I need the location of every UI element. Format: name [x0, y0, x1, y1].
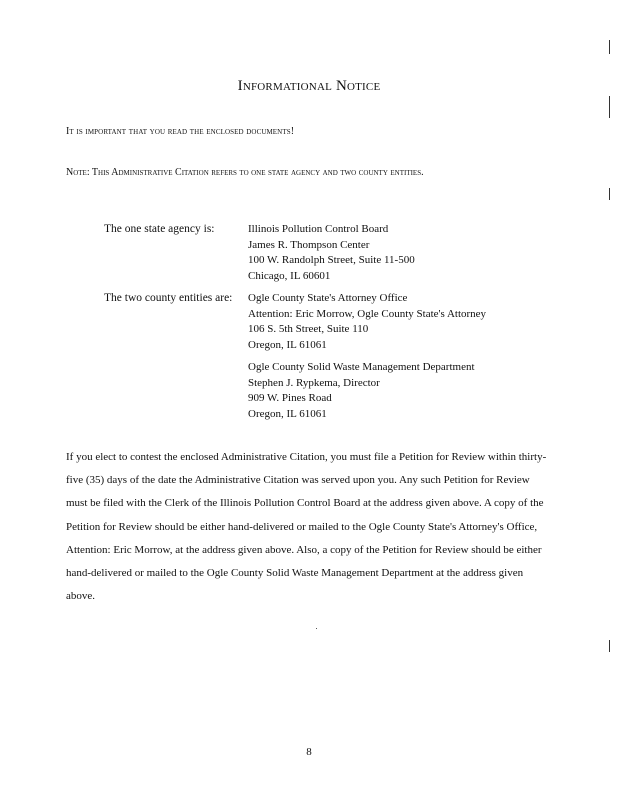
address-line: James R. Thompson Center	[248, 238, 370, 251]
address-line: Ogle County State's Attorney Office	[248, 292, 408, 304]
address-line: Oregon, IL 61061	[248, 338, 327, 351]
scan-edge-mark	[609, 96, 610, 118]
address-line: Oregon, IL 61061	[248, 407, 327, 420]
page-title: Informational Notice	[237, 78, 381, 94]
address-line: Ogle County Solid Waste Management Department	[248, 361, 475, 373]
county-entity-1-address	[248, 291, 486, 353]
state-agency-label: The one state agency is:	[104, 223, 215, 235]
state-agency-address	[248, 222, 415, 284]
page-number: 8	[306, 746, 312, 758]
county-entity-2-address	[248, 360, 475, 422]
scan-speck	[316, 628, 317, 629]
address-line: 106 S. 5th Street, Suite 110	[248, 323, 369, 335]
instructions-paragraph: If you elect to contest the enclosed Administrative Citation, you must file a Petition for Review within thirty-five (35) days of the date the Administrative Citation was served upon you. Any such Petition for Review must be filed with the Clerk of the Illinois Pollution Control Board at the address given above. A copy of the Petition for Review should be either hand-delivered or mailed to the Ogle County State's Attorney's Office, Attention: Eric Morrow, at the address given above. Also, a copy of the Petition for Review should be either hand-delivered or mailed to the Ogle County Solid Waste Management Department at the address given above.	[66, 451, 547, 603]
important-notice: It is important that you read the enclosed documents!	[66, 126, 295, 137]
address-line: 100 W. Randolph Street, Suite 11-500	[248, 254, 415, 266]
address-line: Attention: Eric Morrow, Ogle County State's Attorney	[248, 307, 487, 320]
citation-note: Note: This Administrative Citation refers to one state agency and two county entities.	[66, 167, 424, 178]
county-entities-label: The two county entities are:	[104, 292, 233, 304]
scan-edge-mark	[609, 640, 610, 652]
scan-edge-mark	[609, 188, 610, 200]
scan-edge-mark	[609, 40, 610, 54]
address-line: Illinois Pollution Control Board	[248, 223, 389, 235]
address-line: Chicago, IL 60601	[248, 269, 331, 282]
address-line: 909 W. Pines Road	[248, 392, 332, 404]
address-line: Stephen J. Rypkema, Director	[248, 376, 380, 389]
